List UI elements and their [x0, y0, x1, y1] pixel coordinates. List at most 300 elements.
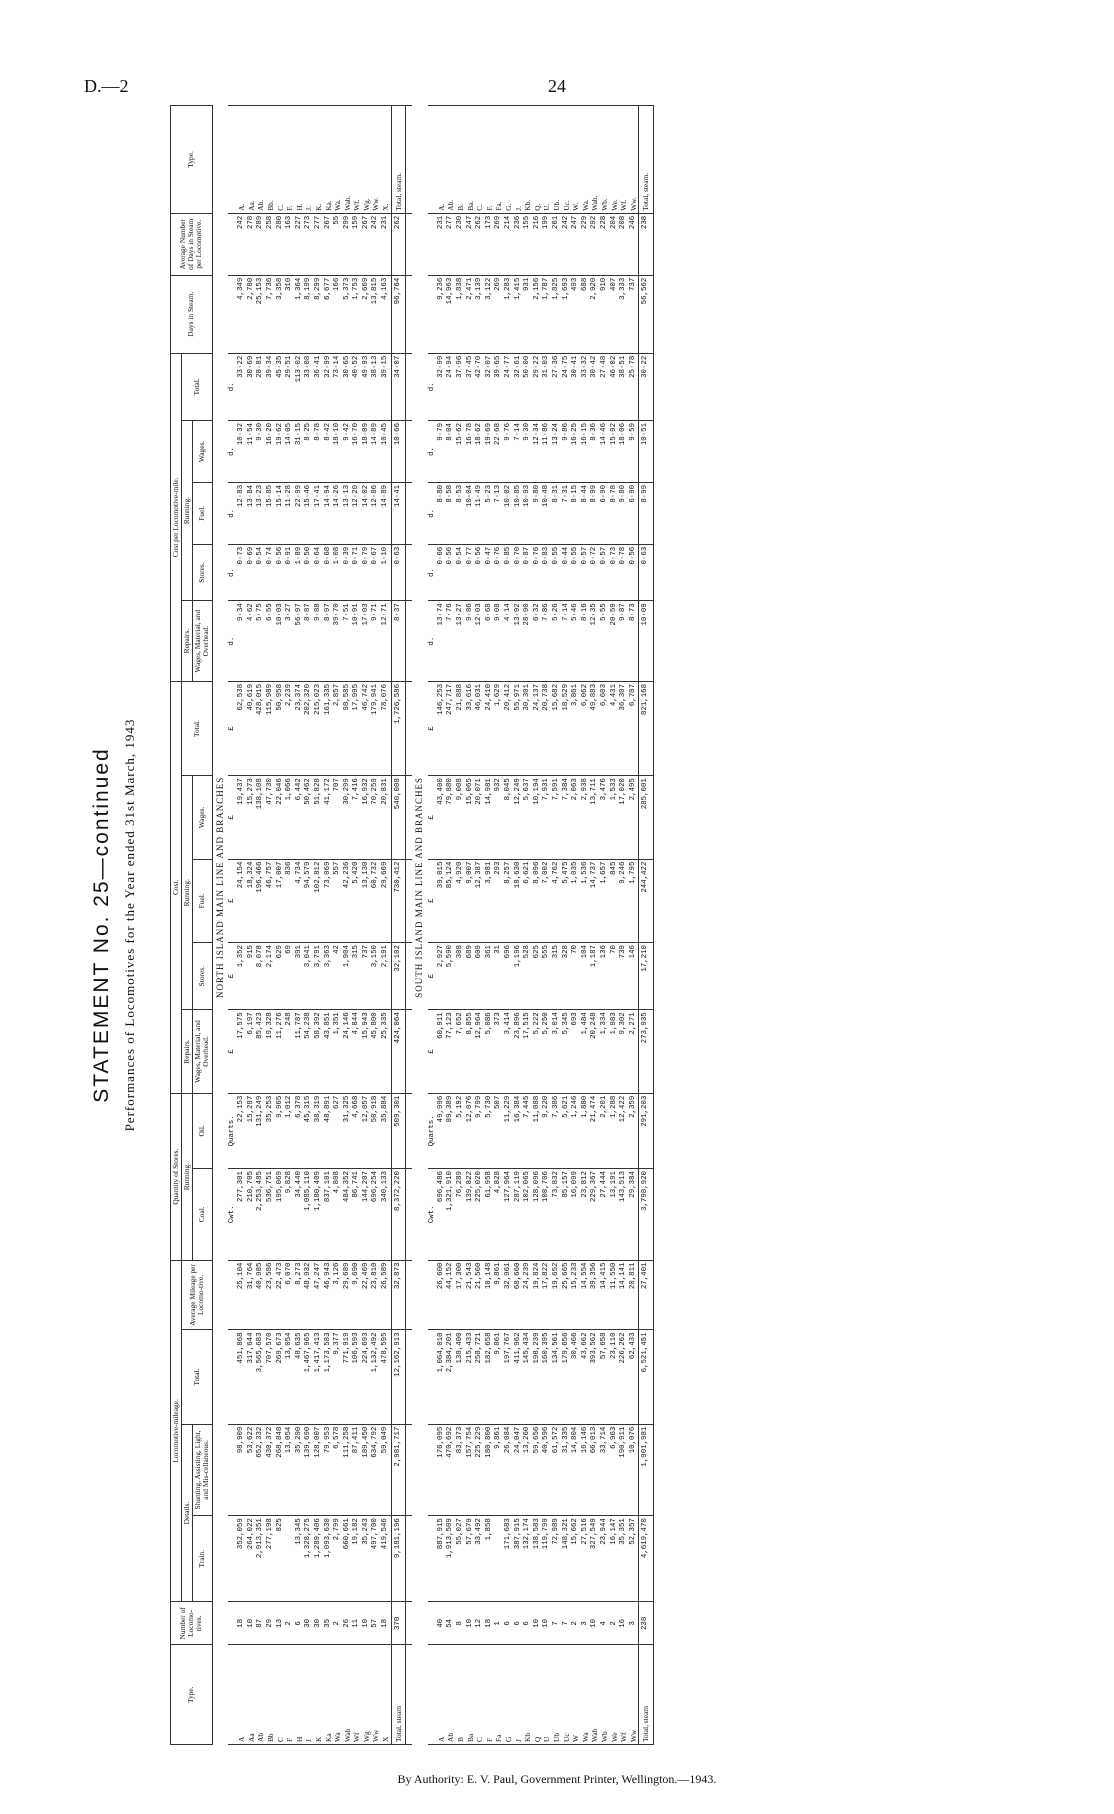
table-cell: d.	[228, 482, 237, 544]
table-cell	[412, 1260, 428, 1330]
table-cell: 1,012	[285, 1093, 295, 1168]
table-cell: 17·41	[314, 482, 324, 544]
table-cell: 55	[333, 213, 343, 275]
table-cell: 35,351	[619, 1516, 629, 1602]
section-heading: SOUTH ISLAND MAIN LINE AND BRANCHES	[414, 776, 425, 998]
table-cell: 9·79	[437, 420, 447, 482]
table-cell: 739	[619, 943, 629, 1010]
table-cell: 269,673	[276, 1330, 286, 1424]
table-cell: 1,913,509	[446, 1516, 456, 1602]
table-cell: 1·89	[295, 544, 305, 601]
table-cell: 23,812	[581, 1169, 591, 1260]
table-cell: 132,174	[523, 1516, 533, 1602]
total-row	[391, 106, 406, 1745]
table-cell: 98,909	[237, 1424, 247, 1515]
table-cell: 138,108	[256, 776, 266, 859]
table-cell: 42·70	[475, 353, 485, 420]
table-cell: Aa.	[247, 106, 257, 214]
table-cell: 3,476	[600, 776, 610, 859]
table-cell: 2,156	[533, 275, 543, 353]
table-cell: 5,621	[562, 1093, 572, 1168]
table-cell: 8	[456, 1602, 466, 1645]
table-cell	[412, 353, 428, 420]
table-cell: 15,233	[571, 1260, 581, 1330]
table-cell: 327,549	[590, 1516, 600, 1602]
table-cell: 2,913,351	[256, 1516, 266, 1602]
table-cell: 0·67	[371, 544, 381, 601]
table-cell: d.	[228, 353, 237, 420]
table-cell: 8·36	[590, 420, 600, 482]
table-cell: 22,046	[276, 776, 286, 859]
table-cell: 33,616	[466, 681, 476, 775]
table-cell: d.	[428, 544, 437, 601]
table-cell: 16,099	[571, 1169, 581, 1260]
table-cell: 2,253,485	[256, 1169, 266, 1260]
table-row	[571, 106, 581, 1745]
table-cell: 42	[333, 943, 343, 1010]
table-cell: 8·78	[610, 482, 620, 544]
table-cell: 696,254	[371, 1169, 381, 1260]
table-cell: 557	[333, 859, 343, 942]
table-cell: Wab	[590, 1645, 600, 1745]
table-cell: 225,020	[475, 1169, 485, 1260]
table-cell: 22,473	[276, 1260, 286, 1330]
table-cell: 14·05	[285, 420, 295, 482]
table-cell: 451,868	[237, 1330, 247, 1424]
table-cell: 229,367	[590, 1169, 600, 1260]
table-cell: 55,971	[514, 681, 524, 775]
header-type-right: Type.	[171, 106, 213, 214]
units-row	[428, 106, 437, 1745]
table-cell: 478,595	[381, 1330, 391, 1424]
table-cell: 3·27	[285, 601, 295, 682]
table-cell: 11,550	[610, 1260, 620, 1330]
table-cell: 25,153	[256, 275, 266, 353]
table-cell: 5·26	[552, 601, 562, 682]
table-cell: 3,798,920	[639, 1169, 654, 1260]
table-cell: 273	[304, 213, 314, 275]
table-cell: 328	[562, 943, 572, 1010]
table-cell: 1	[494, 1602, 504, 1645]
table-cell: 470,692	[446, 1424, 456, 1515]
header-loco-mileage: Locomotive-mileage.	[171, 1260, 182, 1602]
table-cell: 3,981	[485, 859, 495, 942]
table-cell: 13,345	[295, 1516, 305, 1602]
table-cell: 910	[600, 275, 610, 353]
table-cell: 6,197	[247, 1010, 257, 1093]
table-cell: 1,321,910	[446, 1169, 456, 1260]
table-cell: 428,015	[256, 681, 266, 775]
table-cell: 148,321	[562, 1516, 572, 1602]
table-cell: 8·99	[639, 482, 654, 544]
table-cell: 9·76	[504, 420, 514, 482]
header-number: Number of Locomo-tives.	[171, 1602, 213, 1645]
table-cell: 23,586	[266, 1260, 276, 1330]
table-cell: 12,387	[475, 859, 485, 942]
table-cell: 14·41	[391, 482, 406, 544]
table-cell	[228, 275, 237, 353]
table-cell: 1,187	[590, 943, 600, 1010]
table-cell: 45,800	[371, 1010, 381, 1093]
table-cell: 23,896	[514, 1010, 524, 1093]
table-cell: H	[295, 1645, 305, 1745]
table-cell: 146	[629, 943, 639, 1010]
table-cell: 31,325	[343, 1093, 353, 1168]
rotated-statement	[88, 105, 1088, 1745]
table-cell	[212, 601, 228, 682]
table-cell: 16·25	[571, 420, 581, 482]
table-cell: 20,811	[629, 1260, 639, 1330]
table-cell: 0·39	[343, 544, 353, 601]
table-cell: 230	[456, 213, 466, 275]
table-cell: 229	[581, 213, 591, 275]
table-cell: 30·69	[247, 353, 257, 420]
table-cell: 2	[571, 1602, 581, 1645]
table-cell: 9·34	[237, 601, 247, 682]
table-cell: 24,410	[485, 681, 495, 775]
table-cell: 15·46	[304, 482, 314, 544]
table-cell: 18·10	[333, 420, 343, 482]
table-cell: 1,693	[562, 275, 572, 353]
table-cell: 16·70	[352, 420, 362, 482]
table-cell: 57,679	[466, 1516, 476, 1602]
table-cell: 14·89	[371, 420, 381, 482]
table-cell: 0·73	[237, 544, 247, 601]
table-cell: 2,780	[247, 275, 257, 353]
table-cell: d.	[428, 420, 437, 482]
table-cell: 13,191	[610, 1169, 620, 1260]
header-wages: Wages.	[193, 776, 212, 859]
table-cell: 6	[504, 1602, 514, 1645]
table-cell: 1,901,981	[639, 1424, 654, 1515]
table-cell: 310	[285, 275, 295, 353]
table-cell: 0·73	[610, 544, 620, 601]
table-cell: 0·85	[504, 544, 514, 601]
table-cell: F.	[285, 106, 295, 214]
table-cell: X.	[381, 106, 391, 214]
table-cell: 267	[324, 213, 334, 275]
table-cell: Wab.	[343, 106, 353, 214]
table-cell	[428, 1330, 437, 1424]
table-cell: 31,335	[562, 1424, 572, 1515]
table-row	[475, 106, 485, 1745]
table-cell: 179,656	[562, 1330, 572, 1424]
table-cell: £	[228, 1010, 237, 1093]
table-cell: 13·27	[456, 601, 466, 682]
table-cell: 261	[552, 213, 562, 275]
table-cell: 139,822	[466, 1169, 476, 1260]
table-cell: 1,795	[629, 859, 639, 942]
table-cell	[212, 1516, 228, 1602]
table-cell: 35,253	[266, 1093, 276, 1168]
table-cell: 31	[494, 943, 504, 1010]
table-cell: 25·78	[629, 353, 639, 420]
table-cell: 7,736	[266, 275, 276, 353]
header-stores-running: Running.	[182, 1093, 193, 1260]
table-cell: G.	[504, 106, 514, 214]
header-cost-per-mile: Cost per Locomotive-mile.	[171, 353, 182, 681]
table-cell: 845	[610, 859, 620, 942]
table-row	[285, 106, 295, 1745]
table-row	[437, 106, 447, 1745]
table-cell: 10,194	[533, 776, 543, 859]
table-cell: 48,932	[304, 1260, 314, 1330]
table-cell: Wa.	[581, 106, 591, 214]
table-cell: Cwt.	[428, 1169, 437, 1260]
table-cell: 0·55	[571, 544, 581, 601]
table-cell: Wb.	[600, 106, 610, 214]
table-cell: 2,495	[629, 776, 639, 859]
table-cell: 13,815	[371, 275, 381, 353]
table-cell: 10,076	[629, 1424, 639, 1515]
table-cell: 821,168	[639, 681, 654, 775]
table-cell: 8,855	[466, 1010, 476, 1093]
table-cell: 340,133	[381, 1169, 391, 1260]
table-cell: Ub.	[552, 106, 562, 214]
table-cell: 33,714	[600, 1424, 610, 1515]
table-cell: 31·03	[542, 353, 552, 420]
table-cell: 7·14	[562, 601, 572, 682]
header-shunting: Shunting, Assisting, Light, and Mis-cellaneous.	[193, 1424, 212, 1515]
table-cell: 13·13	[343, 482, 353, 544]
table-cell: We	[610, 1645, 620, 1745]
table-cell: Wf	[352, 1645, 362, 1745]
table-cell: 5,373	[343, 275, 353, 353]
table-cell: 30	[314, 1602, 324, 1645]
table-cell: 17,210	[639, 943, 654, 1010]
header-per-fuel: Fuel.	[193, 482, 212, 544]
table-cell: 10·02	[504, 482, 514, 544]
table-cell: 24·94	[446, 353, 456, 420]
table-cell: 13	[276, 1602, 286, 1645]
table-cell: 7,416	[352, 776, 362, 859]
table-cell: 0·70	[514, 544, 524, 601]
table-cell: 9,236	[437, 275, 447, 353]
table-cell: C	[276, 1645, 286, 1745]
table-cell: 10,148	[485, 1260, 495, 1330]
table-cell: 231	[437, 213, 447, 275]
table-cell: 208	[619, 213, 629, 275]
table-cell: 12·71	[381, 601, 391, 682]
total-row	[639, 106, 654, 1745]
table-cell	[228, 1330, 237, 1424]
table-cell: Ww	[371, 1645, 381, 1745]
table-cell: 3,139	[475, 275, 485, 353]
table-cell: 1,196	[514, 943, 524, 1010]
table-cell: 13,711	[590, 776, 600, 859]
table-cell: 98,585	[343, 681, 353, 775]
table-cell: 41,172	[324, 776, 334, 859]
table-cell: £	[428, 943, 437, 1010]
table-cell: 0·50	[304, 544, 314, 601]
table-cell: 361	[485, 943, 495, 1010]
table-cell: 32,961	[504, 1260, 514, 1330]
table-cell: 17,300	[456, 1260, 466, 1330]
table-cell: 12,162,913	[391, 1330, 406, 1424]
table-cell: 12·83	[237, 482, 247, 544]
table-cell: 2,927	[437, 943, 447, 1010]
table-cell: 14·89	[381, 482, 391, 544]
table-cell: 17,575	[237, 1010, 247, 1093]
table-cell: 115,989	[266, 681, 276, 775]
table-cell: 268,848	[276, 1424, 286, 1515]
table-cell	[412, 1093, 428, 1168]
table-cell: 0·76	[533, 544, 543, 601]
table-cell: 225,229	[475, 1424, 485, 1515]
table-cell	[412, 1424, 428, 1515]
table-cell: 4,619,470	[639, 1516, 654, 1602]
table-cell: 236	[514, 213, 524, 275]
table-cell: A.	[437, 106, 447, 214]
table-cell: 16	[619, 1602, 629, 1645]
table-cell: 49,883	[590, 681, 600, 775]
table-cell: 166	[333, 275, 343, 353]
table-cell: Kb.	[523, 106, 533, 214]
table-cell: 22·99	[295, 482, 305, 544]
table-cell: 1,132,492	[371, 1330, 381, 1424]
table-cell: 14,141	[619, 1260, 629, 1330]
table-cell: 83,373	[456, 1424, 466, 1515]
table-row	[276, 106, 286, 1745]
table-cell: 46,943	[324, 1260, 334, 1330]
table-cell: 4,828	[494, 1169, 504, 1260]
table-cell	[212, 482, 228, 544]
table-cell: 28·81	[256, 353, 266, 420]
table-cell: 176,095	[437, 1424, 447, 1515]
table-cell: 373	[494, 1010, 504, 1093]
table-cell: 12·86	[371, 482, 381, 544]
table-cell: 12·35	[590, 601, 600, 682]
table-cell: 1,838	[456, 275, 466, 353]
table-cell: 242	[237, 213, 247, 275]
table-cell	[428, 213, 437, 275]
table-cell: Bb.	[266, 106, 276, 214]
table-cell: 14,554	[581, 1260, 591, 1330]
table-cell: 26,589	[381, 1260, 391, 1330]
table-cell: 931	[523, 275, 533, 353]
table-cell: 0·44	[562, 544, 572, 601]
table-cell	[428, 275, 437, 353]
table-cell: 509,301	[391, 1093, 406, 1168]
table-cell: 26	[343, 1602, 353, 1645]
table-cell: 2,799	[333, 1516, 343, 1602]
table-cell: 204	[610, 213, 620, 275]
table-cell	[428, 106, 437, 214]
table-cell	[212, 353, 228, 420]
table-cell: 0·78	[619, 544, 629, 601]
table-cell	[412, 1330, 428, 1424]
table-cell: 24,154	[237, 859, 247, 942]
table-cell: 11·54	[247, 420, 257, 482]
table-cell: 49·93	[362, 353, 372, 420]
table-cell: 1,787	[542, 275, 552, 353]
table-cell: 226,262	[619, 1330, 629, 1424]
table-cell	[228, 106, 237, 214]
table-cell: 609	[475, 943, 485, 1010]
table-cell: 10·91	[352, 601, 362, 682]
table-cell: 9,828	[285, 1169, 295, 1260]
table-cell: 35	[324, 1602, 334, 1645]
table-row	[504, 106, 514, 1745]
table-cell: Ba.	[466, 106, 476, 214]
table-cell: 3,150	[371, 943, 381, 1010]
table-cell: 19,182	[352, 1516, 362, 1602]
table-cell: 143,513	[619, 1169, 629, 1260]
table-cell: 40,985	[256, 1260, 266, 1330]
table-cell: 10	[590, 1602, 600, 1645]
table-row	[485, 106, 495, 1745]
table-cell: 689	[466, 943, 476, 1010]
table-cell: C.	[276, 106, 286, 214]
table-cell: 33,492	[475, 1516, 485, 1602]
table-cell: F	[285, 1645, 295, 1745]
table-cell: 0·68	[324, 544, 334, 601]
table-cell: 8,372,220	[391, 1169, 406, 1260]
table-cell: 161,335	[324, 681, 334, 775]
table-cell: 24,239	[523, 1260, 533, 1330]
table-cell: 419,546	[381, 1516, 391, 1602]
table-cell: 3,363	[324, 943, 334, 1010]
table-cell: 2	[285, 1602, 295, 1645]
table-cell: 652,332	[256, 1424, 266, 1515]
table-cell: 22·68	[494, 420, 504, 482]
table-cell: 5,250	[542, 1010, 552, 1093]
table-cell	[212, 1330, 228, 1424]
table-cell: 3,122	[485, 275, 495, 353]
table-cell: 30	[304, 1602, 314, 1645]
table-row	[600, 106, 610, 1745]
table-cell: 269	[494, 275, 504, 353]
table-cell: 24·77	[504, 353, 514, 420]
table-cell: 86,741	[352, 1169, 362, 1260]
header-cost-running: Running.	[182, 776, 193, 1010]
table-cell: 11,229	[504, 1093, 514, 1168]
table-cell	[212, 1260, 228, 1330]
table-cell	[285, 1516, 295, 1602]
header-details: Details.	[182, 1424, 193, 1602]
table-cell: 10·85	[514, 482, 524, 544]
table-cell: 9·42	[343, 420, 353, 482]
table-cell	[412, 213, 428, 275]
table-cell: 4,163	[381, 275, 391, 353]
table-cell: 0·64	[314, 544, 324, 601]
table-cell: 13,054	[285, 1424, 295, 1515]
table-cell: 11·86	[542, 420, 552, 482]
table-cell: 1,035	[571, 859, 581, 942]
table-cell: £	[228, 859, 237, 942]
table-cell: 228	[600, 213, 610, 275]
table-cell: 8,078	[256, 943, 266, 1010]
table-cell: 5,086	[485, 1010, 495, 1093]
table-cell: 5,475	[562, 859, 572, 942]
table-cell: 40·52	[352, 353, 362, 420]
table-row	[533, 106, 543, 1745]
table-cell: 27·36	[552, 353, 562, 420]
table-row	[562, 106, 572, 1745]
table-cell: 14,804	[571, 1424, 581, 1515]
table-cell: 24,137	[533, 681, 543, 775]
table-cell: 15·14	[276, 482, 286, 544]
table-cell: £	[428, 681, 437, 775]
table-cell: 17,020	[619, 776, 629, 859]
table-cell: 45,315	[304, 1093, 314, 1168]
table-cell: 23,374	[295, 681, 305, 775]
table-cell: 26,600	[437, 1260, 447, 1330]
table-cell: 102,065	[523, 1169, 533, 1260]
table-cell: 299	[343, 213, 353, 275]
table-cell: 15,662	[571, 1516, 581, 1602]
table-cell: 25,665	[562, 1260, 572, 1330]
